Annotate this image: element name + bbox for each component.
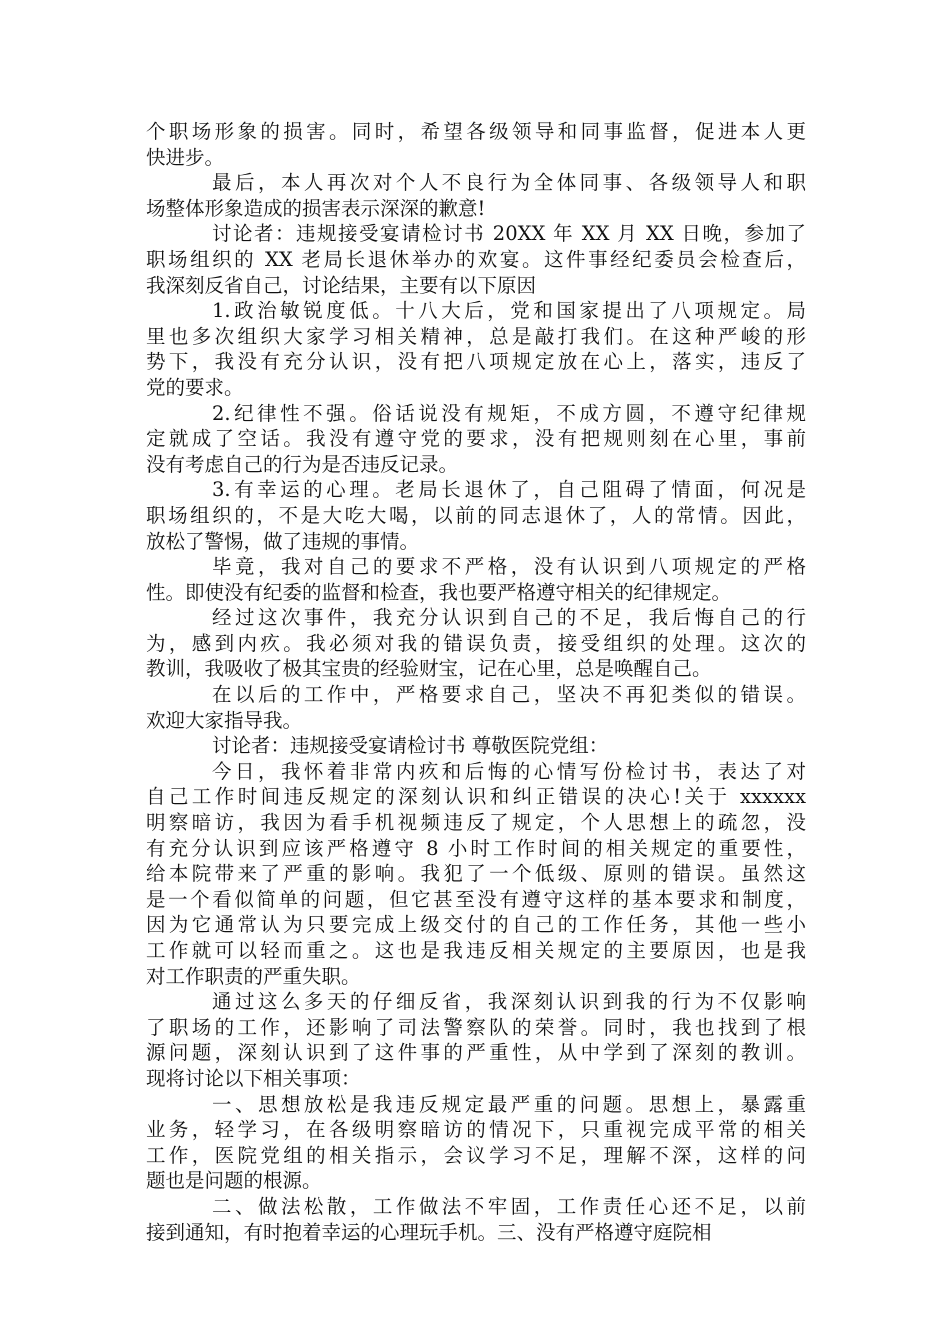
paragraph-line: 题也是问题的根源。 xyxy=(146,1169,322,1193)
paragraph-line: 职场组织的 XX 老局长退休举办的欢宴。这件事经纪委员会检查后， xyxy=(146,247,806,271)
paragraph-line: 2.纪律性不强。俗话说没有规矩，不成方圆，不遵守纪律规 xyxy=(212,401,806,425)
paragraph-line: 党的要求。 xyxy=(146,375,244,399)
paragraph-line: 源问题，深刻认识到了这件事的严重性，从中学到了深刻的教训。 xyxy=(146,1041,806,1065)
paragraph xyxy=(146,477,806,554)
paragraph xyxy=(146,605,806,682)
paragraph-line: 现将讨论以下相关事项： xyxy=(146,1066,361,1090)
paragraph-line: 场整体形象造成的损害表示深深的歉意! xyxy=(146,196,486,220)
paragraph-line: 为，感到内疚。我必须对我的错误负责，接受组织的处理。这次的 xyxy=(146,631,806,655)
paragraph-line: 性。即使没有纪委的监督和检查，我也要严格遵守相关的纪律规定。 xyxy=(146,580,732,604)
paragraph xyxy=(146,682,806,733)
paragraph-line: 一、思想放松是我违反规定最严重的问题。思想上，暴露重 xyxy=(212,1092,806,1116)
paragraph-line: 讨论者：违规接受宴请检讨书 尊敬医院党组： xyxy=(212,734,609,758)
paragraph-line: 职场组织的，不是大吃大喝，以前的同志退休了，人的常情。因此， xyxy=(146,503,806,527)
paragraph-line: 了职场的工作，还影响了司法警察队的荣誉。同时，我也找到了根 xyxy=(146,1015,806,1039)
paragraph-line: 最后，本人再次对个人不良行为全体同事、各级领导人和职 xyxy=(212,171,806,195)
document-page xyxy=(146,119,806,1245)
paragraph-line: 教训，我吸收了极其宝贵的经验财宝，记在心里，总是唤醒自己。 xyxy=(146,657,712,681)
paragraph-line: 业务，轻学习，在各级明察暗访的情况下，只重视完成平常的相关 xyxy=(146,1118,806,1142)
paragraph-line: 1.政治敏锐度低。十八大后，党和国家提出了八项规定。局 xyxy=(212,299,806,323)
paragraph xyxy=(146,989,806,1091)
paragraph-line: 3.有幸运的心理。老局长退休了，自己阻碍了情面，何况是 xyxy=(212,478,806,502)
paragraph xyxy=(146,221,806,298)
paragraph xyxy=(146,733,806,759)
paragraph-line: 因为它通常认为只要完成上级交付的自己的工作任务，其他一些小 xyxy=(146,913,806,937)
paragraph xyxy=(146,170,806,221)
paragraph-line: 对工作职责的严重失职。 xyxy=(146,964,361,988)
paragraph-line: 给本院带来了严重的影响。我犯了一个低级、原则的错误。虽然这 xyxy=(146,862,806,886)
paragraph-line: 经过这次事件，我充分认识到自己的不足，我后悔自己的行 xyxy=(212,606,806,630)
paragraph-line: 放松了警惕，做了违规的事情。 xyxy=(146,529,420,553)
paragraph-line: 是一个看似简单的问题，但它甚至没有遵守这样的基本要求和制度， xyxy=(146,887,806,911)
paragraph-line: 毕竟，我对自己的要求不严格，没有认识到八项规定的严格 xyxy=(212,555,806,579)
paragraph xyxy=(146,554,806,605)
paragraph-line: 里也多次组织大家学习相关精神，总是敲打我们。在这种严峻的形 xyxy=(146,324,806,348)
paragraph-line: 快进步。 xyxy=(146,145,225,169)
paragraph xyxy=(146,1194,806,1245)
paragraph-line: 通过这么多天的仔细反省，我深刻认识到我的行为不仅影响 xyxy=(212,990,806,1014)
paragraph-line: 工作，医院党组的相关指示，会议学习不足，理解不深，这样的问 xyxy=(146,1143,806,1167)
paragraph-line: 在以后的工作中，严格要求自己，坚决不再犯类似的错误。 xyxy=(212,683,806,707)
paragraph-line: 有充分认识到应该严格遵守 8 小时工作时间的相关规定的重要性， xyxy=(146,836,806,860)
paragraph-line: 欢迎大家指导我。 xyxy=(146,708,303,732)
paragraph-line: 我深刻反省自己，讨论结果，主要有以下原因 xyxy=(146,273,537,297)
paragraph-line: 今日，我怀着非常内疚和后悔的心情写份检讨书，表达了对 xyxy=(212,759,806,783)
paragraph-line: 势下，我没有充分认识，没有把八项规定放在心上，落实，违反了 xyxy=(146,350,806,374)
paragraph xyxy=(146,759,806,989)
paragraph-line: 讨论者：违规接受宴请检讨书 20XX 年 XX 月 XX 日晚，参加了 xyxy=(212,222,806,246)
paragraph-line: 明察暗访，我因为看手机视频违反了规定，个人思想上的疏忽，没 xyxy=(146,811,806,835)
paragraph-line: 定就成了空话。我没有遵守党的要求，没有把规则刻在心里，事前 xyxy=(146,427,806,451)
paragraph-line: 个职场形象的损害。同时，希望各级领导和同事监督，促进本人更 xyxy=(146,120,806,143)
paragraph-line: 自己工作时间违反规定的深刻认识和纠正错误的决心!关于 xxxxxx xyxy=(146,785,806,809)
paragraph xyxy=(146,298,806,400)
paragraph-line: 接到通知，有时抱着幸运的心理玩手机。三、没有严格遵守庭院相 xyxy=(146,1220,712,1244)
paragraph-line: 二、做法松散，工作做法不牢固，工作责任心还不足，以前 xyxy=(212,1194,806,1218)
paragraph xyxy=(146,1092,806,1194)
paragraph-line: 工作就可以轻而重之。这也是我违反相关规定的主要原因，也是我 xyxy=(146,939,806,962)
paragraph-line: 没有考虑自己的行为是否违反记录。 xyxy=(146,452,459,476)
paragraph xyxy=(146,119,806,170)
paragraph xyxy=(146,401,806,478)
